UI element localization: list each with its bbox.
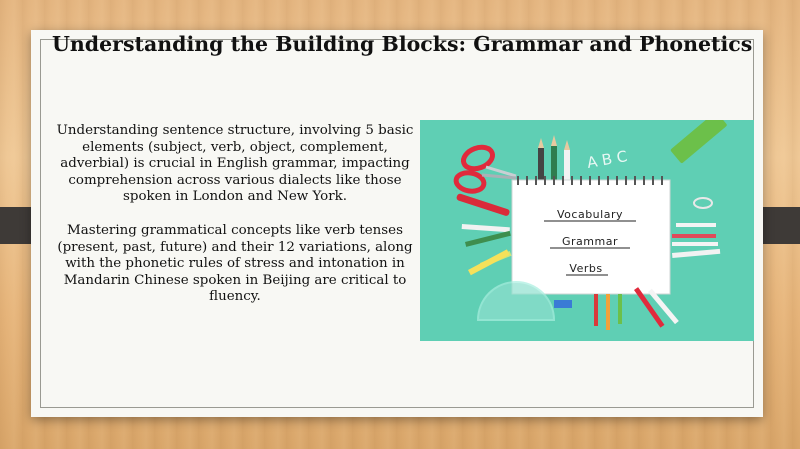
left-pencils-icon (462, 224, 512, 275)
scissors-icon (455, 143, 516, 193)
slide-title: Understanding the Building Blocks: Grammar and Phonetics (52, 32, 753, 56)
green-ruler-icon (670, 120, 728, 164)
notepad-word-verbs: Verbs (569, 262, 603, 275)
notepad-icon (512, 176, 670, 294)
stationery-illustration (420, 120, 754, 341)
slide-body (54, 123, 416, 306)
abc-letters: A B C (585, 147, 629, 172)
paragraph-sentence-structure: Understanding sentence structure, involving 5 basic elements (subject, verb, object, complement, adverbial) is crucial in English grammar, impacting comprehension across various dialects like those spoken in London and New York. (56, 123, 414, 205)
notepad-word-grammar: Grammar (562, 235, 618, 248)
right-stationery-icon (672, 198, 720, 258)
red-marker-icon (456, 193, 510, 217)
paragraph-grammatical-concepts: Mastering grammatical concepts like verb tenses (present, past, future) and their 12 variations, along with the phonetic rules of stress and intonation in Mandarin Chinese spoken in Beijing are critical to fluency. (57, 222, 413, 305)
stationery-illustration-svg (420, 120, 754, 341)
notepad-word-vocabulary: Vocabulary (557, 208, 623, 221)
